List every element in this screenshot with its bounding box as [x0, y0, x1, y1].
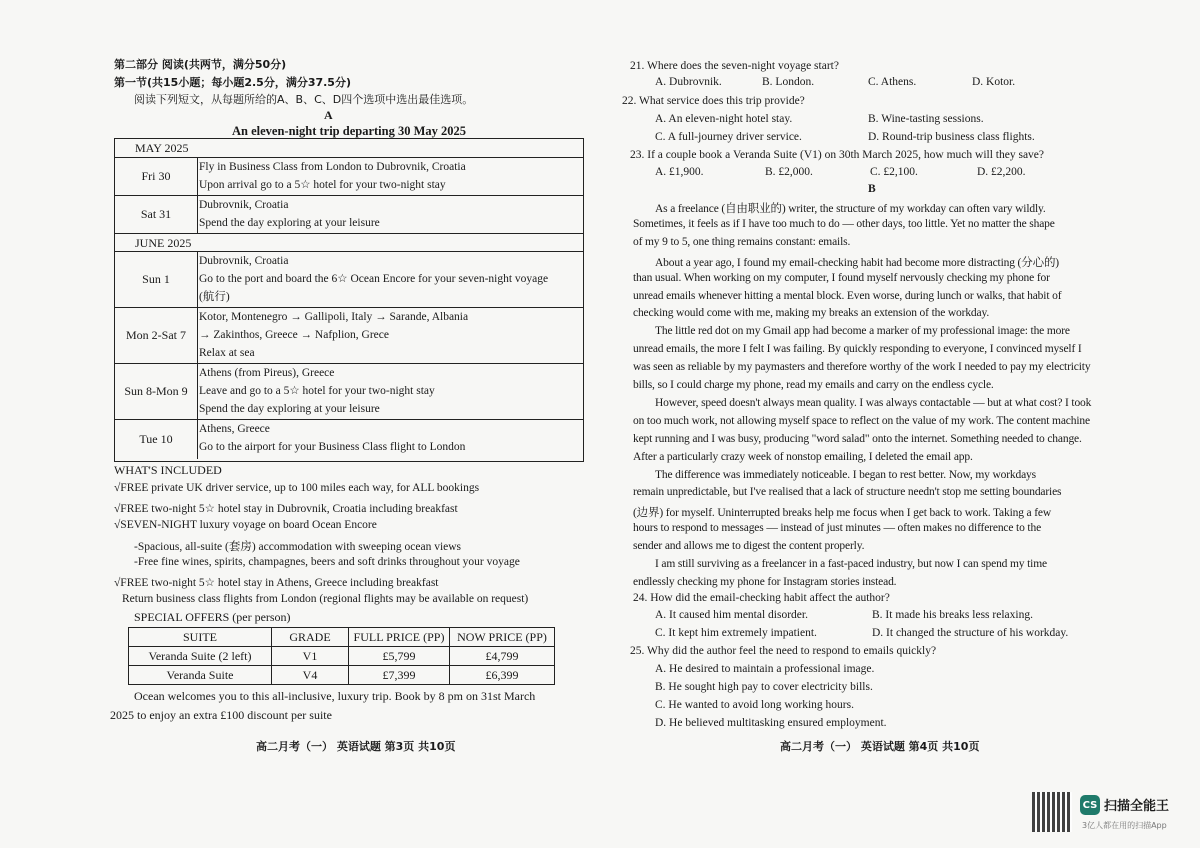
right-page	[600, 0, 1200, 848]
q25-option: C. He wanted to avoid long working hours.	[655, 699, 854, 711]
offers-row	[129, 647, 555, 666]
passage-b-line: was seen as reliable by my paymasters and therefore worthy of the work I needed to pay my electricity	[633, 361, 1091, 374]
offers-cell: £6,399	[450, 666, 555, 685]
offers-column-header: NOW PRICE (PP)	[450, 628, 555, 647]
q24-option: B. It made his breaks less relaxing.	[872, 609, 1033, 621]
offers-table	[128, 627, 555, 685]
passage-letter-a: A	[324, 108, 333, 122]
offers-cell: £5,799	[349, 647, 450, 666]
offers-column-header: FULL PRICE (PP)	[349, 628, 450, 647]
itinerary-table	[114, 138, 584, 462]
passage-b-line: checking would come with me, making my breaks an extension of the workday.	[633, 307, 990, 320]
itinerary-detail-line: Fly in Business Class from London to Dubrovnik, Croatia	[199, 161, 466, 173]
q23-option: A. £1,900.	[655, 166, 704, 178]
q25-option: A. He desired to maintain a professional image.	[655, 663, 875, 675]
itinerary-month-row	[115, 139, 583, 157]
itinerary-detail-line: Spend the day exploring at your leisure	[199, 403, 380, 415]
q21-option: B. London.	[762, 76, 815, 88]
included-item: Return business class flights from London (regional flights may be available on request)	[122, 593, 529, 605]
passage-b-line: of my 9 to 5, one thing remains constant: emails.	[633, 235, 851, 248]
q22-option: D. Round-trip business class flights.	[868, 131, 1035, 143]
offers-cell: V1	[272, 647, 349, 666]
passage-b-line: (边界) for myself. Uninterrupted breaks help me focus when I get back to work. Taking a few	[633, 507, 1052, 520]
scanner-name: 扫描全能王	[1104, 799, 1170, 814]
q23-option: D. £2,200.	[977, 166, 1026, 178]
qr-code	[1032, 792, 1072, 832]
offers-cell: Veranda Suite (2 left)	[129, 647, 272, 666]
included-item: √FREE two-night 5☆ hotel stay in Athens, Greece including breakfast	[114, 576, 439, 589]
q25-option: D. He believed multitasking ensured employment.	[655, 717, 887, 729]
itinerary-date: Mon 2-Sat 7	[115, 308, 198, 363]
passage-b-line: The little red dot on my Gmail app had become a marker of my professional image: the more	[655, 325, 1070, 338]
itinerary-details	[199, 308, 581, 362]
offers-column-header: GRADE	[272, 628, 349, 647]
q25-option: B. He sought high pay to cover electricity bills.	[655, 681, 873, 693]
itinerary-details	[199, 252, 581, 306]
q21-option: A. Dubrovnik.	[655, 76, 722, 88]
itinerary-date: Sun 8-Mon 9	[115, 364, 198, 419]
passage-b-line: bills, so I could charge my phone, read my emails and carry on the endless cycle.	[633, 379, 994, 391]
q24-option: A. It caused him mental disorder.	[655, 609, 808, 621]
q23-option: C. £2,100.	[870, 166, 918, 178]
question-22: 22. What service does this trip provide?	[622, 95, 805, 107]
offers-row	[129, 666, 555, 685]
itinerary-detail-line: Dubrovnik, Croatia	[199, 199, 289, 211]
itinerary-detail-line: Athens, Greece	[199, 423, 270, 435]
passage-letter-b: B	[868, 183, 876, 195]
itinerary-day-row	[115, 307, 583, 363]
passage-title: An eleven-night trip departing 30 May 2025	[232, 124, 467, 138]
offers-cell: V4	[272, 666, 349, 685]
q23-option: B. £2,000.	[765, 166, 813, 178]
question-21: 21. Where does the seven-night voyage start?	[630, 60, 839, 72]
question-25: 25. Why did the author feel the need to respond to emails quickly?	[630, 645, 937, 657]
itinerary-day-row	[115, 157, 583, 195]
q24-option: D. It changed the structure of his workday.	[872, 627, 1069, 639]
itinerary-detail-line: Athens (from Pireus), Greece	[199, 367, 335, 379]
itinerary-detail-line: → Zakinthos, Greece → Nafplion, Grece	[199, 329, 389, 341]
closing-line-1: Ocean welcomes you to this all-inclusive, luxury trip. Book by 8 pm on 31st March	[134, 689, 536, 703]
itinerary-detail-line: Go to the airport for your Business Class flight to London	[199, 441, 466, 453]
passage-b-line: After a particularly crazy week of nonstop emailing, I deleted the email app.	[633, 450, 973, 463]
included-item: -Spacious, all-suite (套房) accommodation with sweeping ocean views	[134, 540, 462, 553]
right-footer: 高二月考（一） 英语试题 第4页 共10页	[780, 740, 980, 753]
passage-b-line: kept running and I was busy, producing "word salad" onto the internet. Something needed to change.	[633, 432, 1082, 445]
itinerary-details	[199, 196, 581, 232]
included-item: √SEVEN-NIGHT luxury voyage on board Ocean Encore	[114, 519, 377, 531]
question-24: 24. How did the email-checking habit affect the author?	[633, 592, 890, 604]
offers-cell: £4,799	[450, 647, 555, 666]
part-title: 第二部分 阅读(共两节，满分50分)	[114, 58, 287, 71]
closing-line-2: 2025 to enjoy an extra £100 discount per suite	[110, 708, 332, 722]
included-item: √FREE private UK driver service, up to 100 miles each way, for ALL bookings	[114, 482, 480, 494]
itinerary-date: Fri 30	[115, 158, 198, 195]
itinerary-date: Tue 10	[115, 420, 198, 459]
instruction: 阅读下列短文，从每题所给的A、B、C、D四个选项中选出最佳选项。	[134, 93, 474, 106]
q21-option: D. Kotor.	[972, 76, 1016, 88]
passage-b-line: About a year ago, I found my email-checking habit had become more distracting (分心的)	[655, 256, 1059, 269]
passage-b-line: than usual. When working on my computer, I found myself nervously checking my phone for	[633, 271, 1050, 284]
offers-cell: £7,399	[349, 666, 450, 685]
question-23: 23. If a couple book a Veranda Suite (V1) on 30th March 2025, how much will they save?	[630, 149, 1045, 161]
itinerary-date: Sat 31	[115, 196, 198, 233]
itinerary-detail-line: (航行)	[199, 291, 230, 303]
q21-option: C. Athens.	[868, 76, 917, 88]
itinerary-detail-line: Go to the port and board the 6☆ Ocean Encore for your seven-night voyage	[199, 273, 549, 285]
itinerary-details	[199, 364, 581, 418]
offers-heading: SPECIAL OFFERS (per person)	[134, 610, 291, 624]
offers-cell: Veranda Suite	[129, 666, 272, 685]
q24-option: C. It kept him extremely impatient.	[655, 627, 817, 639]
included-heading: WHAT'S INCLUDED	[114, 463, 222, 477]
month-label: MAY 2025	[135, 141, 189, 155]
itinerary-detail-line: Leave and go to a 5☆ hotel for your two-night stay	[199, 385, 435, 397]
passage-b-line: unread emails whenever hitting a mental block. Even worse, during lunch or walks, that habit of	[633, 289, 1062, 302]
passage-b-line: sender and allows me to digest the content properly.	[633, 540, 865, 553]
passage-b-line: endlessly checking my phone for Instagram stories instead.	[633, 575, 897, 588]
included-item: -Free fine wines, spirits, champagnes, beers and soft drinks throughout your voyage	[134, 556, 520, 568]
q22-option: B. Wine-tasting sessions.	[868, 113, 984, 125]
scanner-logo: CS	[1080, 795, 1100, 815]
q22-option: A. An eleven-night hotel stay.	[655, 113, 793, 125]
offers-column-header: SUITE	[129, 628, 272, 647]
passage-b-line: Sometimes, it feels as if I have too much to do — other days, too little. Yet no matter the shape	[633, 217, 1055, 230]
itinerary-detail-line: Relax at sea	[199, 347, 255, 359]
passage-b-line: on too much work, not allowing myself space to reflect on the value of my work. The content machine	[633, 414, 1090, 427]
itinerary-month-row	[115, 233, 583, 251]
passage-b-line: remain unpredictable, but I've realised that a lack of structure needn't stop me setting boundaries	[633, 486, 1062, 499]
month-label: JUNE 2025	[135, 236, 192, 250]
itinerary-detail-line: Kotor, Montenegro → Gallipoli, Italy → Sarande, Albania	[199, 311, 469, 323]
passage-b-line: hours to respond to messages — instead of just minutes — often makes no difference to the	[633, 522, 1042, 535]
itinerary-day-row	[115, 251, 583, 307]
itinerary-day-row	[115, 419, 583, 459]
passage-b-line: As a freelance (自由职业的) writer, the structure of my workday can often vary wildly.	[655, 203, 1046, 215]
included-item: √FREE two-night 5☆ hotel stay in Dubrovnik, Croatia including breakfast	[114, 502, 458, 515]
passage-b-line: I am still surviving as a freelancer in a fast-paced industry, but now I can spend my time	[655, 558, 1047, 570]
passage-b-line: The difference was immediately noticeable. I began to rest better. Now, my workdays	[655, 468, 1036, 481]
itinerary-detail-line: Dubrovnik, Croatia	[199, 255, 289, 267]
passage-b-line: unread emails, the more I felt I was failing. By quickly responding to everyone, I convinced myself I	[633, 343, 1082, 356]
section-title: 第一节(共15小题；每小题2.5分，满分37.5分)	[114, 76, 351, 89]
itinerary-detail-line: Upon arrival go to a 5☆ hotel for your two-night stay	[199, 179, 446, 191]
itinerary-date: Sun 1	[115, 252, 198, 307]
scanner-tagline: 3亿人都在用的扫描App	[1082, 821, 1167, 830]
itinerary-day-row	[115, 363, 583, 419]
itinerary-day-row	[115, 195, 583, 233]
itinerary-details	[199, 158, 581, 194]
itinerary-details	[199, 420, 581, 456]
left-footer: 高二月考（一） 英语试题 第3页 共10页	[256, 740, 456, 753]
q22-option: C. A full-journey driver service.	[655, 131, 802, 143]
itinerary-detail-line: Spend the day exploring at your leisure	[199, 217, 380, 229]
passage-b-line: However, speed doesn't always mean quality. I was always contactable — but at what cost? I took	[655, 396, 1092, 409]
